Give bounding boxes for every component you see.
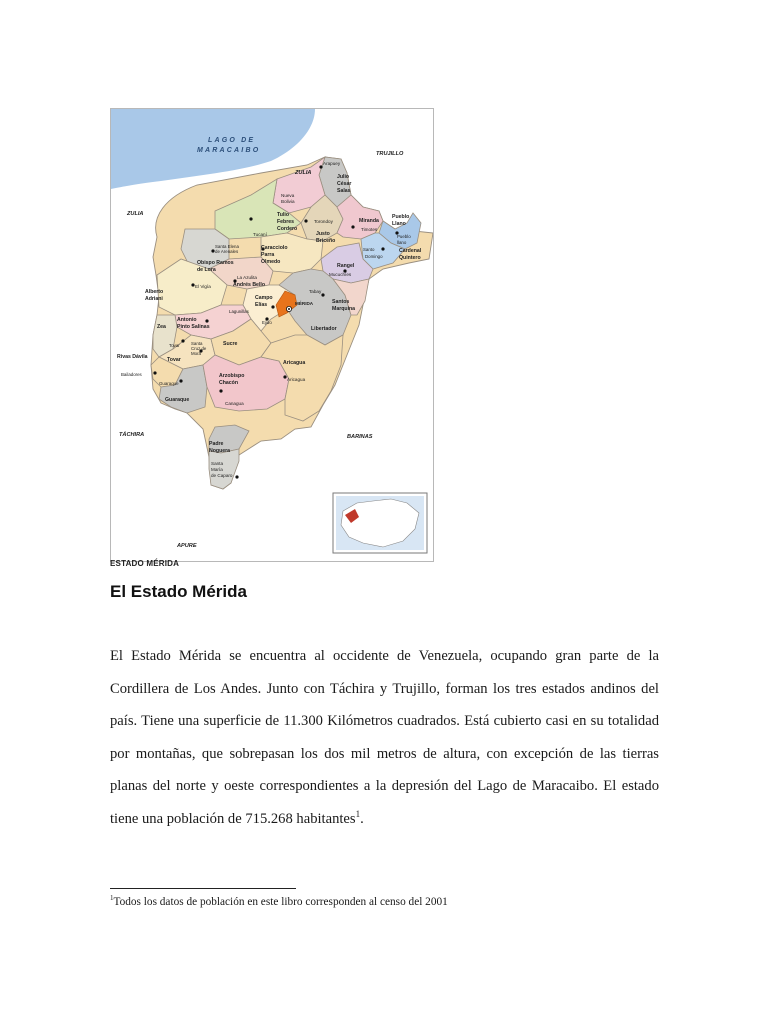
label-santa-maria-2: María (211, 467, 223, 472)
footnote-text: Todos los datos de población en este libro corresponden al censo del 2001 (113, 895, 448, 908)
label-lagunillas: Lagunillas (229, 309, 249, 314)
label-santa-maria-1: Santa (211, 461, 224, 466)
label-rivas-davila: Rivas Dávila (117, 354, 148, 360)
label-santa-cruz-1: Santa (191, 341, 203, 346)
label-capital: MÉRIDA (295, 301, 314, 306)
label-pueblo-2: Llano (392, 221, 406, 227)
label-caracciolo-3: Olmedo (261, 259, 281, 265)
label-tulio-2: Febres (277, 219, 295, 225)
label-andres-bello: Andrés Bello (233, 282, 265, 288)
label-ejido: Ejido (262, 320, 272, 325)
label-pueblo-town-2: llano (397, 240, 407, 245)
label-guaraque: Guaraque (165, 397, 190, 403)
page-title: El Estado Mérida (110, 582, 247, 601)
lake-label-1: LAGO DE (208, 137, 256, 144)
label-canagua: Canagua (225, 401, 244, 406)
label-santa-elena-1: Santa Elena (215, 244, 239, 249)
region-arzobispo-chacon (203, 355, 289, 411)
label-alberto-2: Adriani (145, 296, 163, 302)
footnote-divider (110, 888, 296, 889)
label-mucuchies: Mucuchíes (329, 272, 352, 277)
label-miranda: Miranda (359, 218, 379, 224)
footnote (110, 894, 448, 908)
map-caption: ESTADO MÉRIDA (110, 559, 180, 568)
label-tovar: Tovar (167, 357, 181, 363)
label-antonio-1: Antonio (177, 317, 197, 323)
label-bailadores: Bailadores (121, 372, 142, 377)
label-rangel: Rangel (337, 263, 355, 269)
label-caracciolo-1: Caracciolo (261, 245, 288, 251)
footnote-reference: 1 (355, 808, 361, 819)
label-el-vigia: El Vigía (195, 284, 211, 289)
label-santa-cruz-2: Cruz de (191, 346, 207, 351)
neighbor-zulia-west: ZULIA (127, 211, 144, 217)
label-campo-2: Elías (255, 302, 268, 308)
footnote-marker: 1 (110, 894, 114, 902)
label-alberto-1: Alberto (145, 289, 164, 295)
label-julio-1: Julio (337, 174, 350, 180)
label-tabay: Tabay (309, 289, 322, 294)
label-aricagua-town: Aricagua (287, 377, 306, 382)
label-arzobispo-2: Chacón (219, 380, 239, 386)
label-justo-2: Briceño (316, 238, 336, 244)
label-santo-1: Santo (363, 247, 375, 252)
label-justo-1: Justo (316, 231, 330, 237)
label-arzobispo-1: Arzobispo (219, 373, 245, 379)
label-padre-2: Noguera (209, 448, 231, 454)
estado-merida-map (110, 108, 434, 562)
label-obispo-2: de Lora (197, 267, 216, 273)
label-padre-1: Padre (209, 441, 224, 447)
label-libertador: Libertador (311, 326, 337, 332)
label-tulio-1: Tulio (277, 212, 290, 218)
label-cardenal-2: Quintero (399, 255, 421, 261)
label-santa-elena-2: de Arenales (215, 249, 239, 254)
label-caracciolo-2: Parra (261, 252, 275, 258)
label-santos-2: Marquina (332, 306, 356, 312)
neighbor-tachira: TÁCHIRA (119, 432, 145, 438)
neighbor-apure: APURE (177, 543, 197, 549)
lake-label-2: MARACAIBO (197, 147, 261, 154)
label-julio-2: César (337, 181, 352, 187)
label-guaraque-town: Guaraque (159, 381, 179, 386)
label-arapuey: Arapuey (323, 161, 341, 166)
label-tucani: Tucaní (253, 232, 267, 237)
label-antonio-2: Pinto Salinas (177, 324, 210, 330)
inset-locator-map (333, 493, 427, 553)
label-santo-2: Domingo (365, 254, 383, 259)
label-campo-1: Campo (255, 295, 273, 301)
body-paragraph: El Estado Mérida se encuentra al occidente de Venezuela, ocupando gran parte de la Cordillera de Los Andes. Junto con Táchira y Trujillo, forman los tres estados andinos del país. Tiene una superficie de 11.300 Kilómetros cuadrados. Está cubierto casi en su totalidad por montañas, que sobrepasan los dos mil metros de altura, con excepción de las tierras planas del norte y oeste correspondientes a la depresión del Lago de Maracaibo. El estado tiene una población de 715.268 habitantes$^1$. (110, 648, 659, 827)
label-tulio-3: Cordero (277, 226, 298, 232)
label-cardenal-1: Cardenal (399, 248, 422, 254)
neighbor-trujillo: TRUJILLO (376, 151, 404, 157)
label-nueva-1: Nueva (281, 193, 295, 198)
label-tovar-town: Tovar (169, 343, 180, 348)
neighbor-barinas: BARINAS (347, 434, 373, 440)
label-nueva-2: Bolivia (281, 199, 295, 204)
label-timotes: Timotes (361, 227, 378, 232)
neighbor-zulia-north: ZULIA (295, 170, 312, 176)
label-torondoy: Torondoy (314, 219, 333, 224)
label-sucre: Sucre (223, 341, 238, 347)
map-svg (111, 109, 433, 561)
label-pueblo-town-1: Pueblo (397, 234, 411, 239)
label-aricagua: Aricagua (283, 360, 306, 366)
label-santos-1: Santos (332, 299, 350, 305)
label-julio-3: Salas (337, 188, 351, 194)
label-santa-cruz-3: Mora (191, 351, 202, 356)
label-santa-maria-3: de Caparo (211, 473, 233, 478)
label-obispo-1: Obispo Ramos (197, 260, 234, 266)
label-zea: Zea (157, 324, 166, 330)
paragraph-text: El Estado Mérida se encuentra al occidente de Venezuela, ocupando gran parte de la Cordillera de Los Andes. Junto con Táchira y Trujillo, forman los tres estados andinos del país. Tiene una superficie de 11.300 Kilómetros cuadrados. Está cubierto casi en su totalidad por montañas, que sobrepasan los dos mil metros de altura, con excepción de las tierras planas del norte y oeste correspondientes a la depresión del Lago de Maracaibo. El estado tiene una población de 715.268 habitantes (110, 648, 659, 827)
label-pueblo-1: Pueblo (392, 214, 410, 220)
label-la-azulita: La Azulita (237, 275, 257, 280)
